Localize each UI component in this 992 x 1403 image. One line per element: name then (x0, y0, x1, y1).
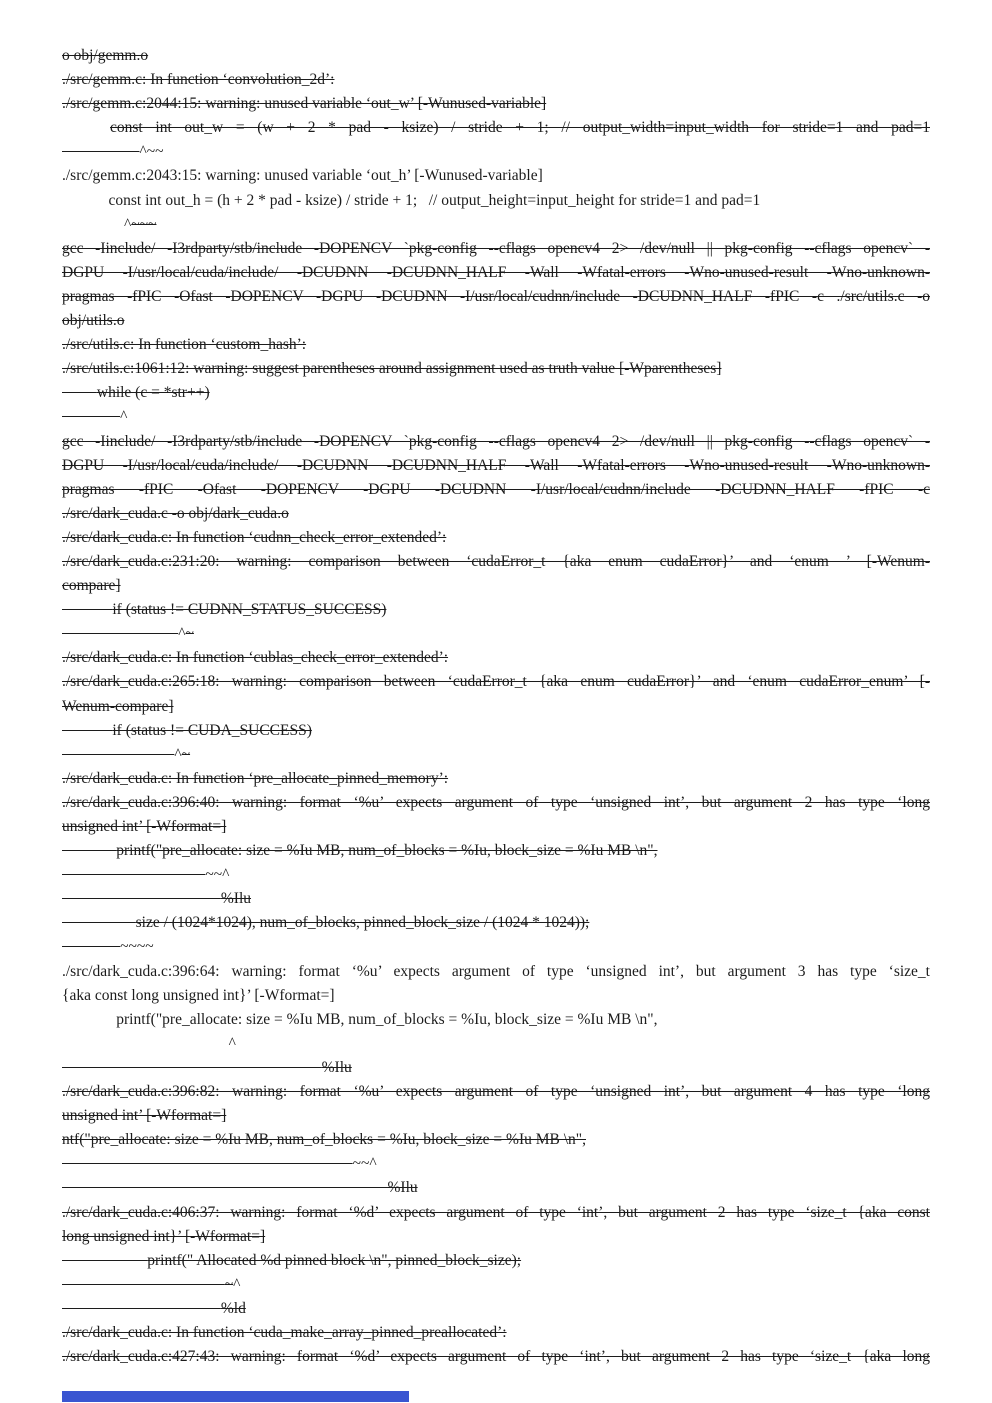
log-line (62, 1297, 930, 1321)
struck-text: if (status != CUDNN_STATUS_SUCCESS) (112, 601, 387, 619)
struck-text: gcc -Iinclude/ -I3rdparty/stb/include -DOPENCV `pkg-config --cflags opencv4 2> /dev/null || pkg-config --cflags opencv` - (62, 239, 930, 257)
struck-text (62, 746, 174, 763)
document-page (62, 44, 930, 1369)
log-line (62, 502, 930, 526)
log-line (62, 839, 930, 863)
log-line (62, 92, 930, 116)
struck-text: ./src/dark_cuda.c: In function ‘cuda_make_array_pinned_preallocated’: (62, 1323, 507, 1341)
plain-text: ^ (124, 215, 132, 233)
struck-text (62, 1179, 388, 1196)
log-line (62, 164, 930, 188)
plain-text: ./src/gemm.c:2043:15: warning: unused variable ‘out_h’ [-Wunused-variable] (62, 167, 543, 185)
plain-text: ^ (120, 408, 128, 426)
log-line (62, 670, 930, 694)
log-line (62, 935, 930, 959)
struck-text: obj/utils.o (62, 312, 125, 330)
plain-text: ^~~ (139, 143, 164, 161)
plain-text: {aka const long unsigned int}’ [-Wformat=] (62, 986, 335, 1004)
log-line (62, 1345, 930, 1369)
struck-text (62, 1276, 225, 1293)
log-line (62, 1008, 930, 1032)
log-line (62, 1152, 930, 1176)
log-line (62, 815, 930, 839)
struck-text: ./src/dark_cuda.c: In function ‘pre_allocate_pinned_memory’: (62, 769, 449, 787)
struck-text: const int out_w = (w + 2 * pad - ksize) / stride + 1; // output_width=input_width for stride=1 and pad=1 (110, 119, 930, 137)
struck-text: printf("pre_allocate: size = %Iu MB, num_of_blocks = %Iu, block_size = %Iu MB \n", (116, 842, 658, 860)
log-line (62, 478, 930, 502)
struck-text (62, 722, 112, 739)
struck-text (62, 384, 97, 401)
log-line (62, 1321, 930, 1345)
struck-text: ./src/gemm.c: In function ‘convolution_2d’: (62, 71, 335, 89)
log-line (62, 430, 930, 454)
struck-text: ~ (181, 745, 191, 763)
struck-text: ./src/dark_cuda.c:231:20: warning: comparison between ‘cudaError_t {aka enum cudaError}’ and ‘enum ’ [-Wenum- (62, 552, 930, 570)
log-line (62, 1056, 930, 1080)
struck-text: gcc -Iinclude/ -I3rdparty/stb/include -DOPENCV `pkg-config --cflags opencv4 2> /dev/null || pkg-config --cflags opencv` - (62, 432, 930, 450)
log-line (62, 333, 930, 357)
plain-text: ^ (233, 1275, 241, 1293)
struck-text (62, 866, 205, 883)
struck-text (62, 408, 120, 425)
struck-text: DGPU -I/usr/local/cuda/include/ -DCUDNN -DCUDNN_HALF -Wall -Wfatal-errors -Wno-unused-result -Wno-unknown- (62, 263, 930, 281)
log-line (62, 237, 930, 261)
struck-text (62, 914, 136, 931)
log-line (62, 189, 930, 213)
document-lines (62, 44, 930, 1369)
log-line (62, 743, 930, 767)
struck-text: while (c = *str++) (96, 384, 210, 402)
log-line (62, 622, 930, 646)
log-line (62, 646, 930, 670)
struck-text (62, 601, 112, 618)
struck-text: ntf("pre_allocate: size = %Iu MB, num_of_blocks = %Iu, block_size = %Iu MB \n", (62, 1131, 587, 1149)
log-line (62, 1273, 930, 1297)
log-line (62, 1104, 930, 1128)
log-line (62, 116, 930, 140)
struck-text (62, 143, 140, 160)
plain-text (62, 216, 124, 233)
plain-text: ~~^ (205, 866, 230, 884)
struck-text: ./src/dark_cuda.c: In function ‘cublas_check_error_extended’: (62, 649, 449, 667)
log-line (62, 1249, 930, 1273)
log-line (62, 984, 930, 1008)
struck-text: ./src/dark_cuda.c:396:82: warning: format ‘%u’ expects argument of type ‘unsigned int’, but argument 4 has type ‘long (62, 1083, 930, 1101)
struck-text: Wenum-compare] (62, 697, 174, 715)
log-line (62, 550, 930, 574)
log-line (62, 598, 930, 622)
plain-text (62, 1035, 229, 1052)
log-line (62, 1201, 930, 1225)
struck-text: ./src/dark_cuda.c:406:37: warning: format ‘%d’ expects argument of type ‘int’, but argument 2 has type ‘size_t {aka const (62, 1203, 930, 1221)
struck-text: if (status != CUDA_SUCCESS) (112, 721, 312, 739)
struck-text: ./src/gemm.c:2044:15: warning: unused variable ‘out_w’ [-Wunused-variable] (62, 95, 547, 113)
struck-text: ./src/dark_cuda.c:427:43: warning: format ‘%d’ expects argument of type ‘int’, but argument 2 has type ‘size_t {aka long (62, 1348, 930, 1366)
struck-text: %Ilu (387, 1179, 418, 1197)
log-line (62, 405, 930, 429)
struck-text: printf(" Allocated %d pinned block \n", pinned_block_size); (147, 1251, 522, 1269)
struck-text: ~ (185, 625, 194, 643)
log-line (62, 381, 930, 405)
plain-text: ~~~~ (120, 938, 154, 956)
struck-text (62, 1059, 322, 1076)
log-line (62, 911, 930, 935)
struck-text: ./src/utils.c:1061:12: warning: suggest parentheses around assignment used as truth value [-Wparentheses] (62, 360, 722, 378)
struck-text: unsigned int’ [-Wformat=] (62, 1107, 227, 1125)
log-line (62, 140, 930, 164)
log-line (62, 960, 930, 984)
log-line (62, 454, 930, 478)
log-line (62, 695, 930, 719)
struck-text (62, 938, 120, 955)
struck-text: size / (1024*1024), num_of_blocks, pinned_block_size / (1024 * 1024)); (135, 914, 590, 932)
struck-text: ~ (224, 1275, 234, 1293)
log-line (62, 863, 930, 887)
struck-text: compare] (62, 577, 121, 595)
struck-text (62, 625, 178, 642)
struck-text: DGPU -I/usr/local/cuda/include/ -DCUDNN -DCUDNN_HALF -Wall -Wfatal-errors -Wno-unused-result -Wno-unknown- (62, 456, 930, 474)
struck-text (62, 1252, 147, 1269)
struck-text: %Ilu (220, 890, 252, 908)
log-line (62, 719, 930, 743)
struck-text: ./src/dark_cuda.c -o obj/dark_cuda.o (62, 504, 289, 522)
log-line (62, 261, 930, 285)
log-line (62, 767, 930, 791)
log-line (62, 44, 930, 68)
log-line (62, 887, 930, 911)
log-line (62, 526, 930, 550)
bottom-highlight-bar (62, 1391, 409, 1402)
struck-text: ./src/dark_cuda.c: In function ‘cudnn_check_error_extended’: (62, 528, 447, 546)
struck-text: ~~~ (131, 215, 157, 233)
struck-text (62, 1155, 353, 1172)
struck-text: unsigned int’ [-Wformat=] (62, 818, 227, 835)
log-line (62, 357, 930, 381)
log-line (62, 68, 930, 92)
struck-text: %Ilu (321, 1058, 352, 1076)
struck-text: o obj/gemm.o (62, 47, 149, 64)
plain-text: printf("pre_allocate: size = %Iu MB, num_of_blocks = %Iu, block_size = %Iu MB \n", (116, 1010, 658, 1028)
plain-text: ./src/dark_cuda.c:396:64: warning: format ‘%u’ expects argument of type ‘unsigned int’, but argument 3 has type ‘size_t (62, 962, 930, 980)
plain-text (62, 1011, 116, 1028)
log-line (62, 1225, 930, 1249)
log-line (62, 1032, 930, 1056)
log-line (62, 285, 930, 309)
struck-text: ./src/dark_cuda.c:265:18: warning: comparison between ‘cudaError_t {aka enum cudaError}’ and ‘enum cudaError_enum’ [- (62, 673, 930, 691)
struck-text (62, 890, 221, 907)
plain-text (62, 192, 109, 209)
struck-text: pragmas -fPIC -Ofast -DOPENCV -DGPU -DCUDNN -I/usr/local/cudnn/include -DCUDNN_HALF -fPIC -c ./src/utils.c -o (62, 287, 930, 305)
plain-text: const int out_h = (h + 2 * pad - ksize) / stride + 1; // output_height=input_height for stride=1 and pad=1 (108, 191, 761, 209)
plain-text: ^ (174, 745, 182, 763)
log-line (62, 213, 930, 237)
log-line (62, 574, 930, 598)
plain-text: ~~^ (352, 1155, 377, 1173)
log-line (62, 1128, 930, 1152)
struck-text: ./src/utils.c: In function ‘custom_hash’: (62, 336, 307, 354)
plain-text: ^ (228, 1034, 236, 1052)
log-line (62, 309, 930, 333)
struck-text: %ld (220, 1299, 246, 1317)
plain-text: ^ (178, 625, 186, 643)
struck-text: long unsigned int}’ [-Wformat=] (62, 1227, 266, 1245)
struck-text: ./src/dark_cuda.c:396:40: warning: format ‘%u’ expects argument of type ‘unsigned int’, but argument 2 has type ‘long (62, 793, 930, 811)
struck-text: pragmas -fPIC -Ofast -DOPENCV -DGPU -DCUDNN -I/usr/local/cudnn/include -DCUDNN_HALF -fPIC -c (62, 480, 930, 498)
struck-text (62, 1300, 221, 1317)
struck-text (62, 842, 116, 859)
log-line (62, 791, 930, 815)
log-line (62, 1176, 930, 1200)
log-line (62, 1080, 930, 1104)
